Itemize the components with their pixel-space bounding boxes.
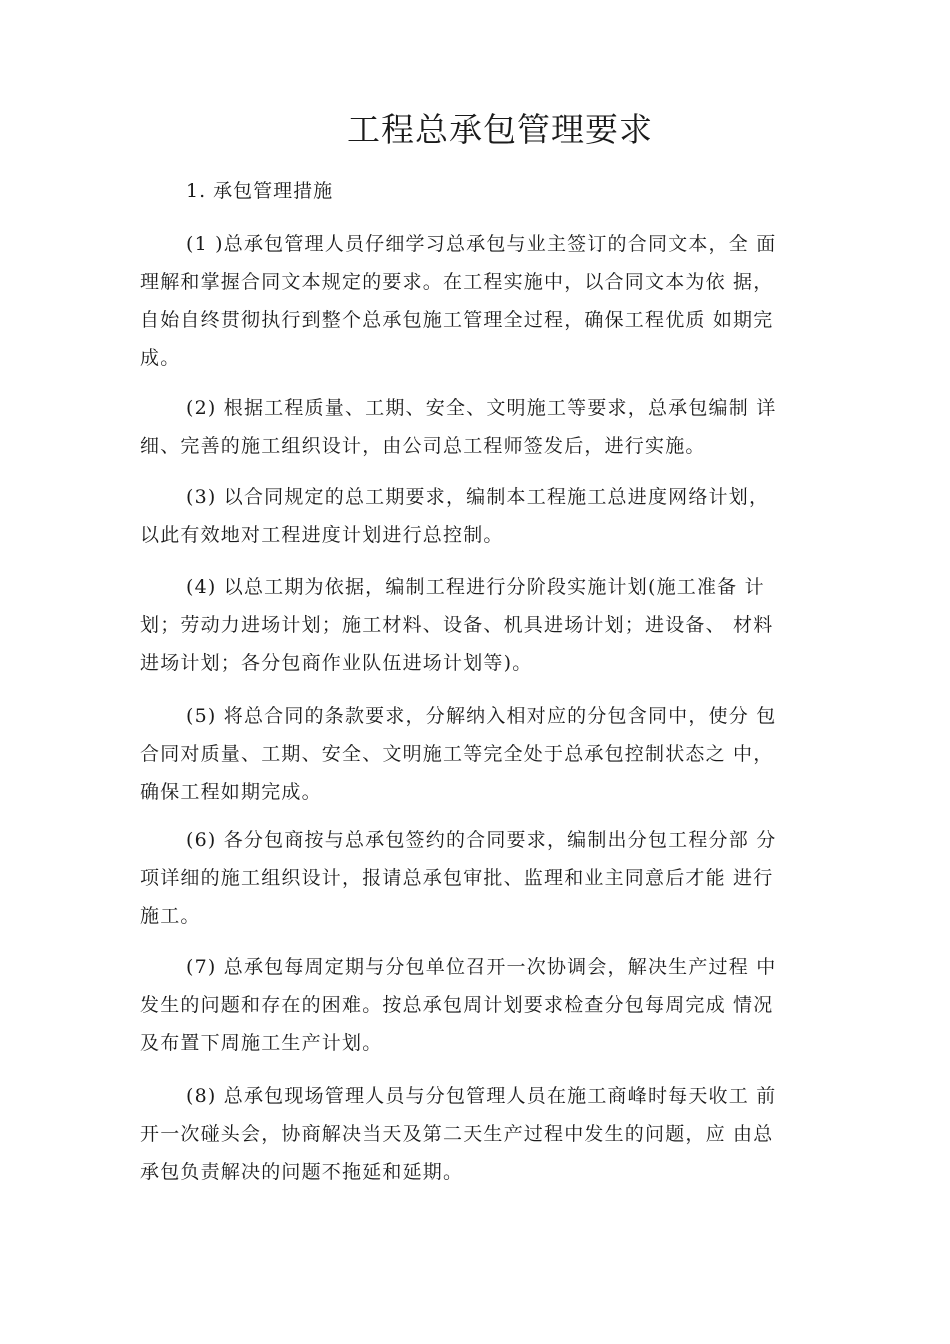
paragraph-line: 以此有效地对工程进度计划进行总控制。 [140, 524, 504, 546]
paragraph-line: 自始自终贯彻执行到整个总承包施工管理全过程，确保工程优质 如期完 [140, 309, 774, 331]
paragraph-2 [140, 389, 825, 465]
paragraph-line: (2) 根据工程质量、工期、安全、文明施工等要求，总承包编制 详 [186, 397, 777, 419]
paragraph-line: 施工。 [140, 905, 201, 927]
paragraph-8 [140, 1077, 825, 1191]
paragraph-line: (4) 以总工期为依据，编制工程进行分阶段实施计划(施工准备 计 [186, 576, 765, 598]
paragraph-4 [140, 568, 825, 682]
paragraph-line: 成。 [140, 347, 181, 369]
paragraph-line: (3) 以合同规定的总工期要求，编制本工程施工总进度网络计划， [186, 486, 770, 508]
paragraph-line: (1 )总承包管理人员仔细学习总承包与业主签订的合同文本，全 面 [186, 233, 777, 255]
paragraph-line: 理解和掌握合同文本规定的要求。在工程实施中，以合同文本为依 据， [140, 271, 774, 293]
paragraph-7 [140, 948, 825, 1062]
section-heading: 1. 承包管理措施 [186, 180, 334, 202]
paragraph-line: 开一次碰头会，协商解决当天及第二天生产过程中发生的问题，应 由总 [140, 1123, 774, 1145]
paragraph-line: 确保工程如期完成。 [140, 781, 322, 803]
paragraph-line: 发生的问题和存在的困难。按总承包周计划要求检查分包每周完成 情况 [140, 994, 774, 1016]
paragraph-line: 划；劳动力进场计划；施工材料、设备、机具进场计划；进设备、 材料 [140, 614, 774, 636]
paragraph-line: 细、完善的施工组织设计，由公司总工程师签发后，进行实施。 [140, 435, 706, 457]
paragraph-6 [140, 821, 825, 935]
paragraph-line: 合同对质量、工期、安全、文明施工等完全处于总承包控制状态之 中， [140, 743, 774, 765]
paragraph-line: 项详细的施工组织设计，报请总承包审批、监理和业主同意后才能 进行 [140, 867, 774, 889]
paragraph-line: 承包负责解决的问题不拖延和延期。 [140, 1161, 464, 1183]
paragraph-line: 及布置下周施工生产计划。 [140, 1032, 383, 1054]
paragraph-line: 进场计划；各分包商作业队伍进场计划等)。 [140, 652, 533, 674]
paragraph-line: (6) 各分包商按与总承包签约的合同要求，编制出分包工程分部 分 [186, 829, 777, 851]
document-title: 工程总承包管理要求 [347, 110, 653, 149]
paragraph-line: (7) 总承包每周定期与分包单位召开一次协调会，解决生产过程 中 [186, 956, 777, 978]
paragraph-line: (5) 将总合同的条款要求，分解纳入相对应的分包含同中，使分 包 [186, 705, 777, 727]
paragraph-3 [140, 478, 825, 554]
paragraph-1 [140, 225, 825, 377]
paragraph-5 [140, 697, 825, 811]
paragraph-line: (8) 总承包现场管理人员与分包管理人员在施工商峰时每天收工 前 [186, 1085, 777, 1107]
